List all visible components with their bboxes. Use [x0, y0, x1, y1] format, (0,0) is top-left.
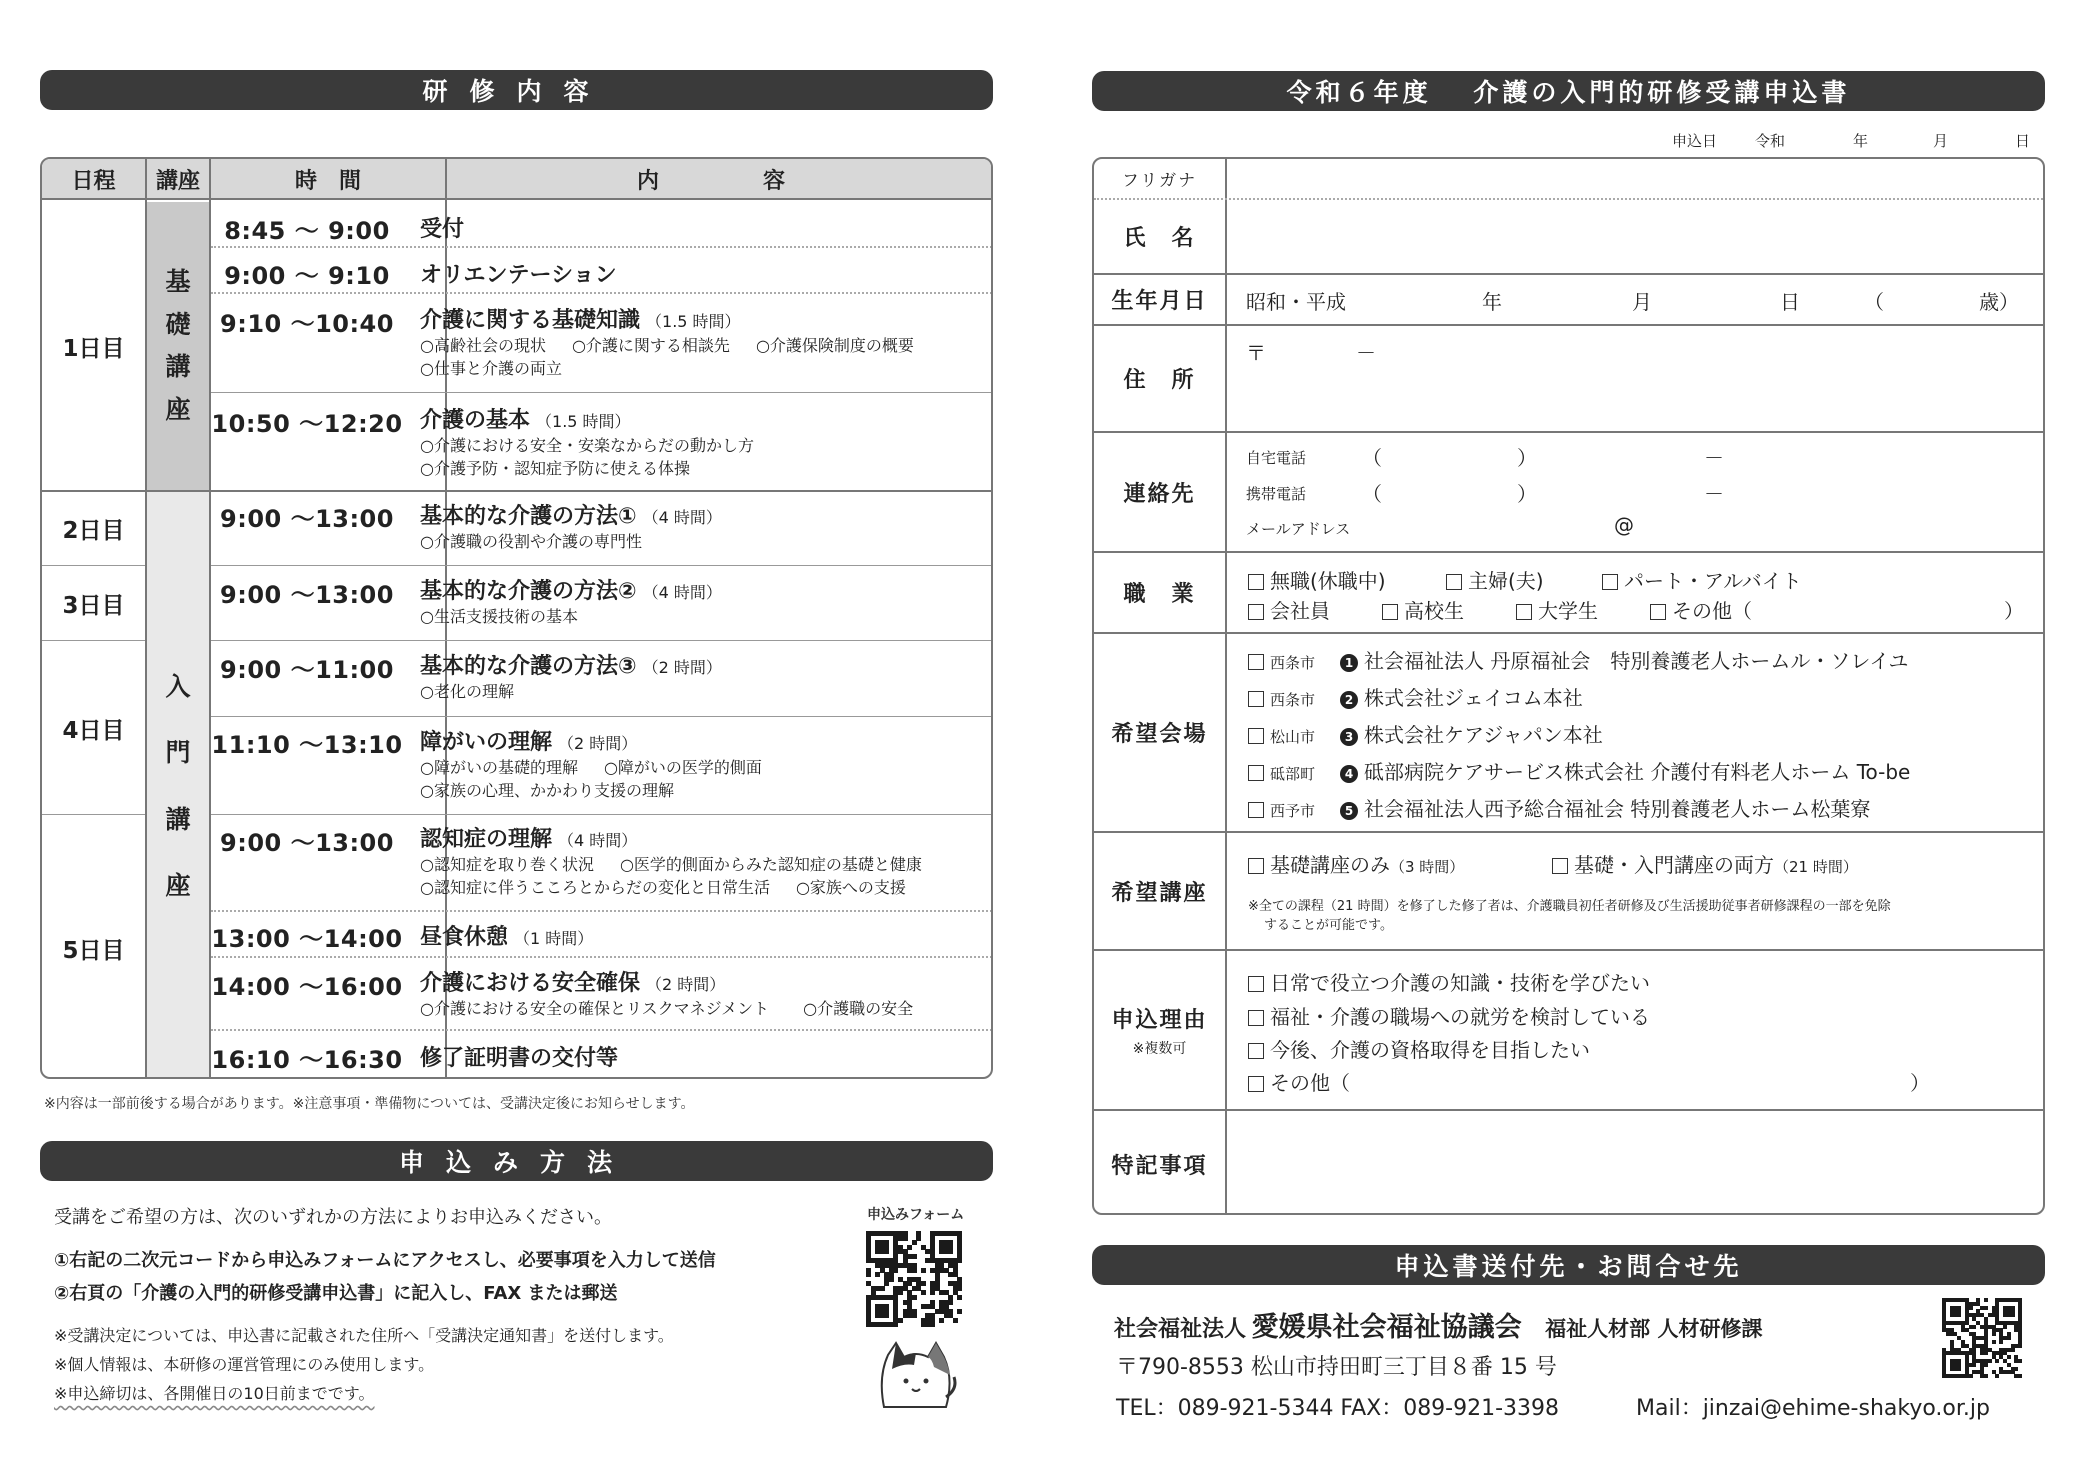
address-input[interactable]: [1274, 333, 2034, 423]
section-title-curriculum: 研修内容: [40, 70, 993, 110]
label-contact: 連絡先: [1123, 481, 1196, 507]
row-time: 9:00 ～ 9:10: [224, 262, 390, 290]
course-note-2: することが可能です。: [1264, 918, 1393, 933]
date-era: 令和: [1755, 132, 1786, 150]
row-time: 9:00 ～13:00: [220, 581, 394, 609]
job-highschool[interactable]: 高校生: [1382, 595, 1464, 624]
checkbox[interactable]: [1552, 858, 1568, 874]
remarks-input[interactable]: [1239, 1119, 2039, 1209]
date-label: 申込日: [1672, 132, 1718, 150]
birth-era[interactable]: 昭和・平成: [1246, 290, 1346, 314]
row-time: 11:10 ～13:10: [211, 731, 403, 759]
label-name: 氏 名: [1123, 226, 1196, 251]
name-input[interactable]: [1239, 207, 2039, 267]
method-fax-mail: ②右頁の「介護の入門的研修受講申込書」に記入し、FAX または郵送: [54, 1283, 618, 1304]
number-badge: 5: [1340, 802, 1358, 820]
note-privacy: ※個人情報は、本研修の運営管理にのみ使用します。: [54, 1355, 435, 1374]
label-venue: 希望会場: [1111, 722, 1208, 747]
job-other[interactable]: その他（: [1650, 595, 1752, 624]
date-month: 月: [1933, 132, 1949, 150]
header-schedule: 日程: [71, 169, 116, 194]
postal-dash: －: [1356, 341, 1376, 365]
email-label: メールアドレス: [1246, 520, 1351, 538]
note-deadline: ※申込締切は、各開催日の10日前までです。: [54, 1384, 375, 1403]
label-remarks: 特記事項: [1111, 1153, 1208, 1179]
row-time: 9:10 ～10:40: [220, 310, 394, 338]
home-phone-label: 自宅電話: [1246, 449, 1307, 467]
postal-mark: 〒: [1246, 341, 1266, 365]
paren: ）: [1517, 482, 1537, 506]
row-time: 10:50 ～12:20: [211, 410, 403, 438]
birth-day: 日: [1780, 290, 1800, 314]
mobile-phone-label: 携帯電話: [1246, 485, 1307, 503]
row-time: 9:00 ～13:00: [220, 829, 394, 857]
label-furigana: フリガナ: [1121, 171, 1198, 191]
birth-age: 歳）: [1979, 290, 2019, 314]
row-content: 基本的な介護の方法② （4 時間） ○生活支援技術の基本: [420, 579, 722, 626]
row-time: 9:00 ～11:00: [220, 656, 394, 684]
note-notification: ※受講決定については、申込書に記載された住所へ「受講決定通知書」を送付します。: [54, 1326, 674, 1345]
day-5: 5日目: [62, 938, 125, 964]
course-basic-only[interactable]: 基礎講座のみ（3 時間）: [1248, 849, 1464, 878]
form-title: 令和６年度 介護の入門的研修受講申込書: [1092, 71, 2045, 111]
section-title-application: 申込み方法: [40, 1141, 993, 1181]
at-mark: @: [1614, 513, 1634, 537]
reason-option[interactable]: 福祉・介護の職場への就労を検討している: [1248, 1001, 1650, 1030]
venue-option[interactable]: 西条市 2 株式会社ジェイコム本社: [1248, 682, 1583, 711]
label-address: 住 所: [1123, 368, 1196, 393]
paren: ）: [1517, 446, 1537, 470]
row-content: 受付: [420, 217, 465, 242]
checkbox[interactable]: [1248, 654, 1264, 670]
label-course: 希望講座: [1111, 880, 1208, 906]
checkbox[interactable]: [1248, 802, 1264, 818]
organization-address: 〒790-8553 松山市持田町三丁目８番 15 号: [1116, 1355, 1557, 1380]
header-course: 講座: [155, 169, 200, 194]
label-birthdate: 生年月日: [1111, 289, 1208, 314]
date-day: 日: [2015, 132, 2031, 150]
checkbox[interactable]: [1248, 765, 1264, 781]
qr-code-icon[interactable]: [866, 1231, 962, 1327]
qr-code-icon[interactable]: [1942, 1298, 2022, 1378]
row-content: 昼食休憩 （1 時間）: [420, 925, 594, 950]
job-university[interactable]: 大学生: [1516, 595, 1598, 624]
course-note-1: ※全ての課程（21 時間）を修了した修了者は、介護職員初任者研修及び生活援助従事者研修課程の一部を免除: [1248, 899, 1891, 914]
furigana-input[interactable]: [1239, 163, 2039, 195]
cat-mascot-icon: [874, 1337, 958, 1415]
checkbox[interactable]: [1248, 858, 1264, 874]
form-label: 申込みフォーム: [867, 1207, 965, 1223]
reason-option[interactable]: 今後、介護の資格取得を目指したい: [1248, 1034, 1590, 1063]
day-2: 2日目: [62, 518, 125, 544]
row-time: 8:45 ～ 9:00: [224, 217, 390, 245]
paren: ）: [2004, 599, 2024, 623]
birth-paren-open: （: [1864, 290, 1884, 314]
checkbox[interactable]: [1248, 574, 1264, 590]
birth-month: 月: [1632, 290, 1652, 314]
row-content: 介護における安全確保 （2 時間） ○介護における安全の確保とリスクマネジメント ○介護職の安全: [420, 971, 914, 1018]
schedule-table: [40, 157, 993, 1079]
course-introductory: 入 門 講 座: [147, 492, 209, 1079]
header-content: 内 容: [636, 169, 805, 194]
checkbox[interactable]: [1446, 574, 1462, 590]
table-note: ※内容は一部前後する場合があります。※注意事項・準備物については、受講決定後にお知らせします。: [44, 1096, 695, 1112]
day-3: 3日目: [62, 593, 125, 619]
number-badge: 1: [1340, 654, 1358, 672]
checkbox[interactable]: [1248, 1076, 1264, 1092]
row-content: 基本的な介護の方法① （4 時間） ○介護職の役割や介護の専門性: [420, 504, 722, 551]
application-form: [1092, 157, 2045, 1215]
number-badge: 2: [1340, 691, 1358, 709]
checkbox[interactable]: [1382, 604, 1398, 620]
job-parttime[interactable]: パート・アルバイト: [1602, 565, 1802, 594]
venue-option[interactable]: 砥部町 4 砥部病院ケアサービス株式会社 介護付有料老人ホーム To-be: [1248, 756, 1910, 785]
job-unemployed[interactable]: 無職(休職中): [1248, 565, 1386, 594]
row-content: 介護に関する基礎知識 （1.5 時間） ○高齢社会の現状 ○介護に関する相談先 ○介護保険制度の概要 ○仕事と介護の両立: [420, 308, 914, 378]
dash: －: [1704, 446, 1724, 470]
reason-option-other[interactable]: その他（: [1248, 1067, 1350, 1096]
row-time: 16:10 ～16:30: [211, 1046, 403, 1074]
date-year: 年: [1853, 132, 1869, 150]
paren: ）: [1910, 1071, 1930, 1095]
paren: （: [1362, 482, 1382, 506]
course-both[interactable]: 基礎・入門講座の両方（21 時間）: [1552, 849, 1858, 878]
row-content: 認知症の理解 （4 時間） ○認知症を取り巻く状況 ○医学的側面からみた認知症の基礎と健康 ○認知症に伴うこころとからだの変化と日常生活 ○家族への支援: [420, 827, 922, 897]
checkbox[interactable]: [1248, 1010, 1264, 1026]
paren: （: [1362, 446, 1382, 470]
application-intro: 受講をご希望の方は、次のいずれかの方法によりお申込みください。: [54, 1207, 612, 1228]
number-badge: 4: [1340, 765, 1358, 783]
checkbox[interactable]: [1650, 604, 1666, 620]
checkbox[interactable]: [1248, 604, 1264, 620]
venue-option[interactable]: 西条市 1 社会福祉法人 丹原福祉会 特別養護老人ホームル・ソレイユ: [1248, 645, 1909, 674]
contact-title: 申込書送付先・お問合せ先: [1092, 1245, 2045, 1285]
venue-option[interactable]: 松山市 3 株式会社ケアジャパン本社: [1248, 719, 1603, 748]
dash: －: [1704, 482, 1724, 506]
reason-option[interactable]: 日常で役立つ介護の知識・技術を学びたい: [1248, 967, 1650, 996]
checkbox[interactable]: [1248, 1043, 1264, 1059]
row-time: 9:00 ～13:00: [220, 505, 394, 533]
birth-year: 年: [1482, 290, 1502, 314]
method-online: ①右記の二次元コードから申込みフォームにアクセスし、必要事項を入力して送信: [54, 1250, 716, 1271]
row-content: 基本的な介護の方法③ （2 時間） ○老化の理解: [420, 654, 722, 701]
day-1: 1日目: [62, 335, 125, 362]
checkbox[interactable]: [1248, 728, 1264, 744]
course-basic: 基 礎 講 座: [147, 202, 209, 490]
label-occupation: 職 業: [1123, 582, 1196, 607]
day-4: 4日目: [62, 717, 125, 744]
job-employee[interactable]: 会社員: [1248, 595, 1330, 624]
row-content: オリエンテーション: [420, 263, 617, 288]
organization-email[interactable]: Mail：jinzai@ehime-shakyo.or.jp: [1636, 1396, 1990, 1421]
checkbox[interactable]: [1248, 691, 1264, 707]
header-time: 時 間: [294, 169, 361, 194]
number-badge: 3: [1340, 728, 1358, 746]
organization-tel-fax: TEL：089-921-5344 FAX：089-921-3398: [1116, 1396, 1560, 1421]
label-reason: 申込理由 ※複数可: [1111, 1007, 1208, 1057]
organization: 社会福祉法人 愛媛県社会福祉協議会 福祉人材部 人材研修課: [1114, 1312, 1763, 1343]
venue-option[interactable]: 西予市 5 社会福祉法人西予総合福祉会 特別養護老人ホーム松葉寮: [1248, 793, 1870, 822]
row-time: 14:00 ～16:00: [211, 973, 403, 1001]
row-content: 障がいの理解 （2 時間） ○障がいの基礎的理解 ○障がいの医学的側面 ○家族の心理、かかわり支援の理解: [420, 730, 762, 800]
checkbox[interactable]: [1248, 976, 1264, 992]
row-time: 13:00 ～14:00: [211, 925, 403, 953]
checkbox[interactable]: [1602, 574, 1618, 590]
checkbox[interactable]: [1516, 604, 1532, 620]
job-homemaker[interactable]: 主婦(夫): [1446, 565, 1544, 594]
row-content: 修了証明書の交付等: [420, 1046, 619, 1071]
table-header: [42, 159, 991, 200]
row-content: 介護の基本 （1.5 時間） ○介護における安全・安楽なからだの動かし方 ○介護予防・認知症予防に使える体操: [420, 408, 754, 478]
